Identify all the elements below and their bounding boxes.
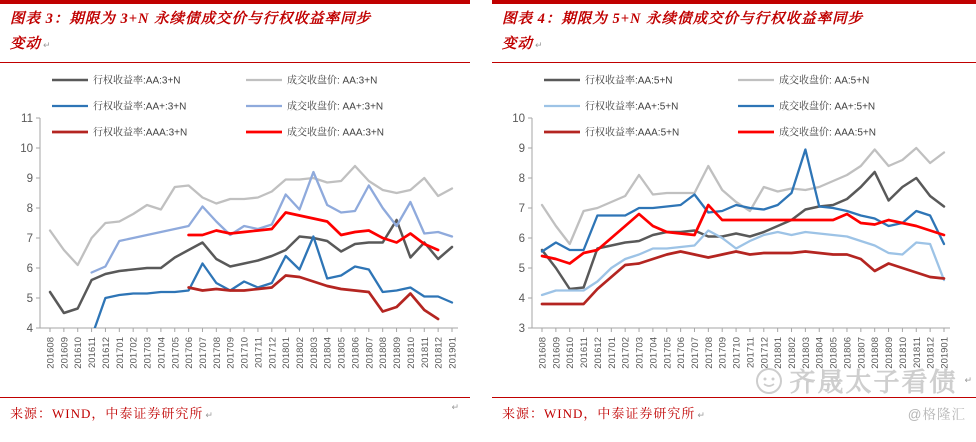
y-tick-label: 8 <box>26 203 33 215</box>
figure-title-line2-text: 变动 <box>502 36 533 52</box>
paragraph-mark: ↵ <box>535 41 544 51</box>
figure-panel-3plusN <box>0 0 470 442</box>
series-lines <box>50 166 452 337</box>
legend-item <box>52 100 186 113</box>
legend-label: 成交收盘价: AA:3+N <box>287 75 378 87</box>
x-tick-label: 201608 <box>537 337 549 369</box>
x-tick-label: 201610 <box>73 337 85 369</box>
series-成交收盘价: AA:5+N <box>542 148 944 244</box>
x-tick-label: 201802 <box>295 337 307 369</box>
figure-panel-5plusN <box>492 0 976 442</box>
y-tick-label: 11 <box>21 113 33 125</box>
x-tick-label: 201811 <box>419 337 431 368</box>
x-tick-label: 201707 <box>197 337 209 369</box>
x-tick-label: 201705 <box>170 337 182 369</box>
x-tick-label: 201611 <box>87 337 99 368</box>
x-tick-label: 201702 <box>128 337 140 369</box>
x-tick-label: 201612 <box>100 337 112 369</box>
y-tick-label: 4 <box>26 323 33 335</box>
x-tick-label: 201805 <box>336 337 348 369</box>
legend <box>544 74 876 139</box>
figure-title-line2-text: 变动 <box>10 36 41 52</box>
x-tick-label: 201711 <box>745 337 757 368</box>
series-lines <box>542 148 944 304</box>
legend-item <box>52 126 187 139</box>
x-tick-label: 201812 <box>925 337 937 369</box>
source-row <box>492 398 976 423</box>
legend-label: 行权收益率:AAA:3+N <box>93 127 188 139</box>
legend-item <box>52 74 181 87</box>
y-tick-label: 10 <box>20 143 33 155</box>
x-tick-label: 201804 <box>814 337 826 369</box>
x-tick-label: 201901 <box>939 337 951 369</box>
x-tick-label: 201709 <box>225 337 237 369</box>
title-divider <box>0 62 470 63</box>
y-tick-label: 10 <box>512 113 525 125</box>
x-tick-label: 201801 <box>281 337 293 369</box>
figure-title-line2 <box>492 32 976 59</box>
x-tick-label: 201811 <box>911 337 923 368</box>
y-tick-label: 7 <box>26 233 33 245</box>
x-tick-label: 201708 <box>703 337 715 369</box>
source-label: 来源：WIND，中泰证券研究所 <box>10 406 204 421</box>
x-tick-label: 201710 <box>239 337 251 369</box>
x-tick-label: 201701 <box>114 337 126 369</box>
y-tick-label: 3 <box>518 323 525 335</box>
x-tick-label: 201611 <box>579 337 591 368</box>
legend-item <box>738 74 869 87</box>
x-tick-label: 201610 <box>565 337 577 369</box>
source-label: 来源：WIND，中泰证券研究所 <box>502 406 696 421</box>
y-axis <box>20 113 40 335</box>
legend-item <box>544 126 679 139</box>
legend-item <box>544 74 673 87</box>
series-成交收盘价: AA+:3+N <box>92 172 452 273</box>
line-chart-5plusN <box>492 64 962 394</box>
x-tick-label: 201609 <box>59 337 71 369</box>
source-row <box>0 398 470 422</box>
series-成交收盘价: AA:3+N <box>50 166 452 265</box>
legend-label: 行权收益率:AA+:3+N <box>93 101 187 113</box>
legend-item <box>246 74 377 87</box>
legend-item <box>544 100 678 113</box>
x-tick-label: 201706 <box>676 337 688 369</box>
legend-label: 行权收益率:AA:3+N <box>93 75 181 87</box>
legend-item <box>738 126 876 139</box>
legend-label: 行权收益率:AA+:5+N <box>585 101 679 113</box>
x-tick-label: 201707 <box>689 337 701 369</box>
y-tick-label: 7 <box>518 203 525 215</box>
legend-label: 行权收益率:AAA:5+N <box>585 127 680 139</box>
legend-item <box>246 126 384 139</box>
x-tick-label: 201808 <box>870 337 882 369</box>
x-tick-label: 201703 <box>142 337 154 369</box>
x-tick-label: 201901 <box>447 337 459 369</box>
legend-label: 成交收盘价: AAA:5+N <box>779 127 876 139</box>
x-tick-label: 201612 <box>592 337 604 369</box>
x-tick-label: 201806 <box>350 337 362 369</box>
series-行权收益率:AA:5+N <box>542 172 944 289</box>
watermark-text: 齐晟太子看债 <box>789 368 958 397</box>
x-tick-label: 201803 <box>308 337 320 369</box>
x-tick-label: 201807 <box>856 337 868 369</box>
figure-title-line2 <box>0 32 470 59</box>
x-tick-label: 201712 <box>267 337 279 369</box>
y-axis <box>512 113 532 335</box>
y-tick-label: 9 <box>26 173 33 185</box>
x-tick-label: 201702 <box>620 337 632 369</box>
x-tick-label: 201609 <box>551 337 563 369</box>
x-tick-label: 201709 <box>717 337 729 369</box>
x-tick-label: 201701 <box>606 337 618 369</box>
legend <box>52 74 384 139</box>
x-tick-label: 201711 <box>253 337 265 368</box>
x-tick-label: 201708 <box>211 337 223 369</box>
y-tick-label: 8 <box>518 173 525 185</box>
x-tick-label: 201803 <box>800 337 812 369</box>
x-tick-label: 201812 <box>433 337 445 369</box>
legend-label: 成交收盘价: AAA:3+N <box>287 127 384 139</box>
watermark-logo-icon <box>754 366 784 396</box>
x-tick-label: 201703 <box>634 337 646 369</box>
y-tick-label: 5 <box>26 293 33 305</box>
x-tick-label: 201710 <box>731 337 743 369</box>
x-tick-label: 201809 <box>884 337 896 369</box>
watermark <box>754 362 974 399</box>
legend-item <box>246 100 383 113</box>
source-text <box>502 403 706 422</box>
title-divider <box>492 62 976 63</box>
series-行权收益率:AAA:3+N <box>189 276 439 320</box>
x-tick-label: 201802 <box>787 337 799 369</box>
x-tick-label: 201704 <box>648 337 660 369</box>
paragraph-mark: ↵ <box>697 411 706 421</box>
paragraph-mark: ↵ <box>964 375 974 386</box>
paragraph-mark: ↵ <box>205 411 214 421</box>
x-tick-label: 201810 <box>405 337 417 369</box>
x-tick-label: 201704 <box>156 337 168 369</box>
legend-label: 成交收盘价: AA+:3+N <box>287 101 384 113</box>
x-tick-label: 201810 <box>897 337 909 369</box>
series-行权收益率:AA:3+N <box>50 220 452 313</box>
x-tick-label: 201808 <box>378 337 390 369</box>
x-tick-label: 201705 <box>662 337 674 369</box>
y-tick-label: 6 <box>26 263 33 275</box>
y-tick-label: 6 <box>518 233 525 245</box>
x-tick-label: 201809 <box>392 337 404 369</box>
x-tick-label: 201608 <box>45 337 57 369</box>
y-tick-label: 5 <box>518 263 525 275</box>
legend-item <box>738 100 875 113</box>
gelonghui-handle: @格隆汇 <box>907 407 966 422</box>
legend-label: 成交收盘价: AA:5+N <box>779 75 870 87</box>
figure-title-line1: 图表 3：期限为 3+N 永续债成交价与行权收益率同步 <box>10 11 372 27</box>
paragraph-mark: ↵ <box>43 41 52 51</box>
y-tick-label: 4 <box>518 293 525 305</box>
paragraph-mark: ↵ <box>451 403 460 413</box>
x-tick-label: 201807 <box>364 337 376 369</box>
x-tick-label: 201805 <box>828 337 840 369</box>
x-tick-label: 201801 <box>773 337 785 369</box>
x-tick-label: 201806 <box>842 337 854 369</box>
line-chart-3plusN <box>0 64 470 394</box>
legend-label: 成交收盘价: AA+:5+N <box>779 101 876 113</box>
x-tick-label: 201712 <box>759 337 771 369</box>
source-text <box>10 403 214 422</box>
x-axis <box>40 328 459 369</box>
figure-title-line1: 图表 4：期限为 5+N 永续债成交价与行权收益率同步 <box>502 11 864 27</box>
legend-label: 行权收益率:AA:5+N <box>585 75 673 87</box>
x-tick-label: 201706 <box>184 337 196 369</box>
x-tick-label: 201804 <box>322 337 334 369</box>
y-tick-label: 9 <box>518 143 525 155</box>
